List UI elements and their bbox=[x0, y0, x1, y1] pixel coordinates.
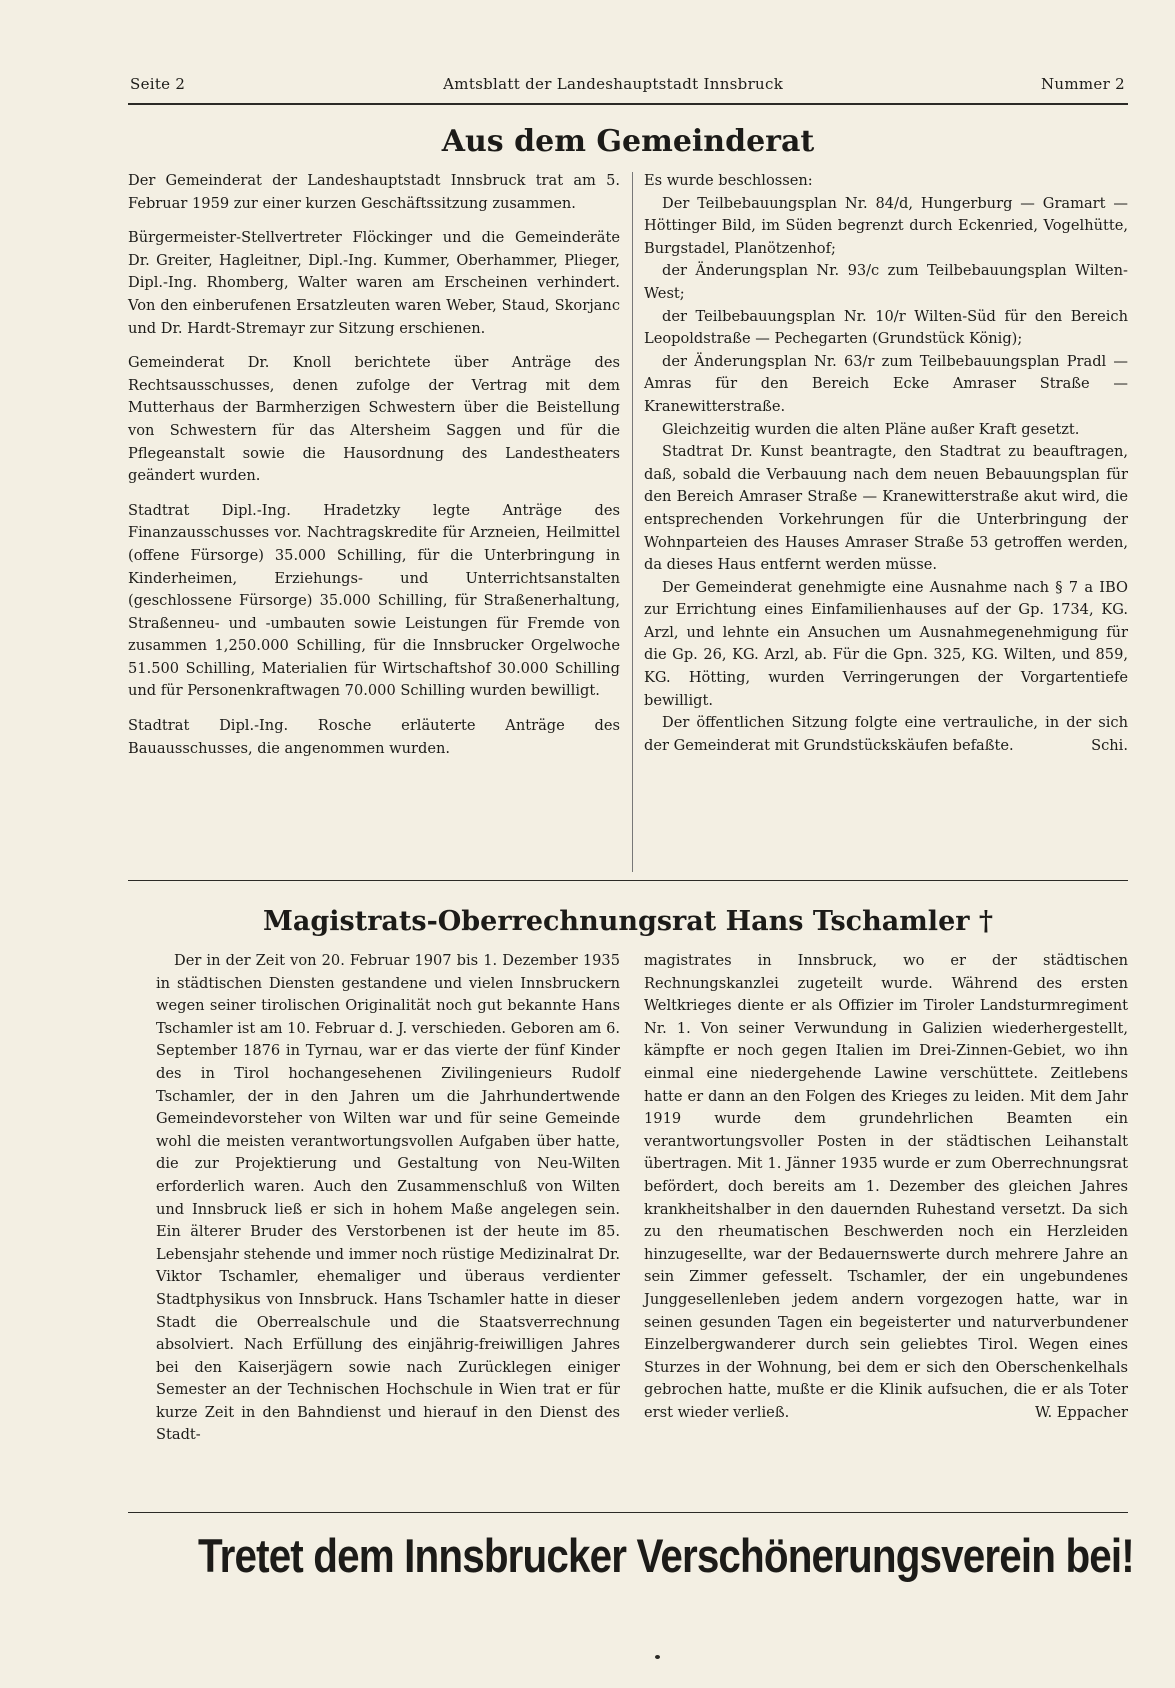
obituary-paragraph bbox=[644, 950, 1128, 1424]
gemeinderat-paragraph: Der Teilbebauungsplan Nr. 84/d, Hungerburg — Gramart — Höttinger Bild, im Süden begrenzt durch Eckenried, Vogelhütte, Burgstadel, Planötzenhof; bbox=[644, 194, 1128, 257]
obituary-paragraph: Der in der Zeit von 20. Februar 1907 bis 1. Dezember 1935 in städtischen Diensten gestandene und vielen Innsbruckern wegen seiner tirolischen Originalität noch gut bekannte Hans Tschamler ist am 10. Februar d. J. verschieden. Geboren am 6. September 1876 in Tyrnau, war er das vierte der fünf Kinder des in Tirol hochangesehenen Zivilingenieurs Rudolf Tschamler, der in den Jahren um die Jahrhundertwende Gemeindevorsteher von Wilten war und für seine Gemeinde wohl die meisten verantwortungsvollen Aufgaben über hatte, die zur Projektierung und Gestaltung von Neu-Wilten erforderlich waren. Auch den Zusammenschluß von Wilten und Innsbruck ließ er sich in hohem Maße angelegen sein. Ein älterer Bruder des Verstorbenen ist der heute im 85. Lebensjahr stehende und immer noch rüstige Medizinalrat Dr. Viktor Tschamler, ehemaliger und überaus verdienter Stadtphysikus von Innsbruck. Hans Tschamler hatte in dieser Stadt die Oberrealschule und die Staatsverrechnung absolviert. Nach Erfüllung des einjährig-freiwilligen Jahres bei den Kaiserjägern sowie nach Zurücklegen einiger Semester an der Technischen Hochschule in Wien trat er für kurze Zeit in den Bahndienst und hierauf in den Dienst des Stadt- bbox=[156, 952, 620, 1444]
promo-banner: Tretet dem Innsbrucker Verschönerungsverein bei! bbox=[198, 1529, 1134, 1582]
gemeinderat-closing-text: Der öffentlichen Sitzung folgte eine vertrauliche, in der sich der Gemeinderat mit Grundstückskäufen befaßte. bbox=[644, 714, 1128, 754]
gemeinderat-title: Aus dem Gemeinderat bbox=[441, 124, 815, 159]
header-page-number: Seite 2 bbox=[130, 75, 186, 93]
gemeinderat-left-column bbox=[128, 170, 620, 772]
gemeinderat-paragraph: Stadtrat Dipl.-Ing. Hradetzky legte Anträge des Finanzausschusses vor. Nachtragskredite für Arzneien, Heilmittel (offene Fürsorge) 35.000 Schilling, für die Unterbringung in Kinderheimen, Erziehungs- und Unterrichtsanstalten (geschlossene Fürsorge) 35.000 Schilling, für Straßenerhaltung, Straßenneu- und -umbauten sowie Leistungen für Fremde von zusammen 1,250.000 Schilling, für die Innsbrucker Orgelwoche 51.500 Schilling, Materialien für Wirtschaftshof 30.000 Schilling und für Personenkraftwagen 70.000 Schilling wurden bewilligt. bbox=[128, 501, 620, 700]
gemeinderat-paragraph bbox=[644, 712, 1128, 757]
obituary-text: magistrates in Innsbruck, wo er der städtischen Rechnungskanzlei zugeteilt wurde. Während des ersten Weltkrieges diente er als Offizier im Tiroler Landsturmregiment Nr. 1. Von seiner Verwundung in Galizien wiederhergestellt, kämpfte er noch gegen Italien im Drei-Zinnen-Gebiet, wo ihn einmal eine niedergehende Lawine verschüttete. Zeitlebens hatte er dann an den Folgen des Krieges zu leiden. Mit dem Jahr 1919 wurde dem grundehrlichen Beamten ein verantwortungsvoller Posten in der städtischen Leihanstalt übertragen. Mit 1. Jänner 1935 wurde er zum Oberrechnungsrat befördert, doch bereits am 1. Dezember des gleichen Jahres krankheitshalber in den dauernden Ruhestand versetzt. Da sich zu den rheumatischen Beschwerden noch ein Herzleiden hinzugesellte, war der Bedauernswerte durch mehrere Jahre an sein Zimmer gefesselt. Tschamler, der ein ungebundenes Junggesellenleben jedem andern vorgezogen hatte, war in seinen gesunden Tagen ein begeisterter und naturverbundener Einzelbergwanderer durch sein geliebtes Tirol. Wegen eines Sturzes in der Wohnung, bei dem er sich den Oberschenkelhals gebrochen hatte, mußte er die Klinik aufsuchen, die er als Toter erst wieder verließ. bbox=[644, 952, 1128, 1421]
gemeinderat-paragraph: Stadtrat Dr. Kunst beantragte, den Stadtrat zu beauftragen, daß, sobald die Verbauung nach dem neuen Bebauungsplan für den Bereich Amraser Straße — Kranewitterstraße akut wird, die entsprechenden Vorkehrungen für die Unterbringung der Wohnparteien des Hauses Amraser Straße 53 getroffen werden, da dieses Haus entfernt werden müsse. bbox=[644, 443, 1128, 574]
obituary-title: Magistrats-Oberrechnungsrat Hans Tschamler † bbox=[263, 906, 993, 937]
section-rule bbox=[128, 880, 1128, 881]
header-issue-number: Nummer 2 bbox=[1041, 75, 1125, 93]
page-header bbox=[130, 75, 1125, 93]
obituary-signature: W. Eppacher bbox=[1035, 1403, 1128, 1421]
header-rule bbox=[128, 103, 1128, 105]
obituary-left-column bbox=[156, 950, 620, 1447]
gemeinderat-signature: Schi. bbox=[1091, 736, 1128, 754]
gemeinderat-right-column bbox=[644, 170, 1128, 757]
gemeinderat-paragraph: der Teilbebauungsplan Nr. 10/r Wilten-Süd für den Bereich Leopoldstraße — Pechegarten (Grundstück König); bbox=[644, 307, 1128, 348]
gemeinderat-paragraph: der Änderungsplan Nr. 63/r zum Teilbebauungsplan Pradl — Amras für den Bereich Ecke Amraser Straße — Kranewitterstraße. bbox=[644, 352, 1128, 415]
gemeinderat-paragraph: der Änderungsplan Nr. 93/c zum Teilbebauungsplan Wilten-West; bbox=[644, 262, 1128, 302]
gemeinderat-paragraph: Bürgermeister-Stellvertreter Flöckinger und die Gemeinderäte Dr. Greiter, Hagleitner, Dipl.-Ing. Kummer, Oberhammer, Plieger, Dipl.-Ing. Rhomberg, Walter waren am Erscheinen verhindert. Von den einberufenen Ersatzleuten waren Weber, Staud, Skorjanc und Dr. Hardt-Stremayr zur Sitzung erschienen. bbox=[128, 229, 620, 337]
print-speck bbox=[655, 1655, 660, 1659]
header-publication: Amtsblatt der Landeshauptstadt Innsbruck bbox=[443, 75, 784, 93]
gemeinderat-paragraph: Es wurde beschlossen: bbox=[644, 172, 813, 189]
column-divider bbox=[632, 172, 633, 872]
gemeinderat-paragraph: Stadtrat Dipl.-Ing. Rosche erläuterte Anträge des Bauausschusses, die angenommen wurden. bbox=[128, 717, 620, 757]
gemeinderat-paragraph: Der Gemeinderat genehmigte eine Ausnahme nach § 7 a IBO zur Errichtung eines Einfamilienhauses auf der Gp. 1734, KG. Arzl, und lehnte ein Ansuchen um Ausnahmegenehmigung für die Gp. 26, KG. Arzl, ab. Für die Gpn. 325, KG. Wilten, und 859, KG. Hötting, wurden Verringerungen der Vorgartentiefe bewilligt. bbox=[644, 578, 1128, 709]
gemeinderat-paragraph: Gleichzeitig wurden die alten Pläne außer Kraft gesetzt. bbox=[662, 420, 1080, 438]
banner-rule bbox=[128, 1512, 1128, 1513]
obituary-right-column bbox=[644, 950, 1128, 1424]
gemeinderat-paragraph: Gemeinderat Dr. Knoll berichtete über Anträge des Rechtsausschusses, denen zufolge der Vertrag mit dem Mutterhaus der Barmherzigen Schwestern über die Beistellung von Schwestern für das Altersheim Saggen und für die Pflegeanstalt sowie die Hausordnung des Landestheaters geändert wurden. bbox=[128, 354, 620, 485]
gemeinderat-paragraph: Der Gemeinderat der Landeshauptstadt Innsbruck trat am 5. Februar 1959 zur einer kurzen Geschäftssitzung zusammen. bbox=[128, 172, 620, 212]
